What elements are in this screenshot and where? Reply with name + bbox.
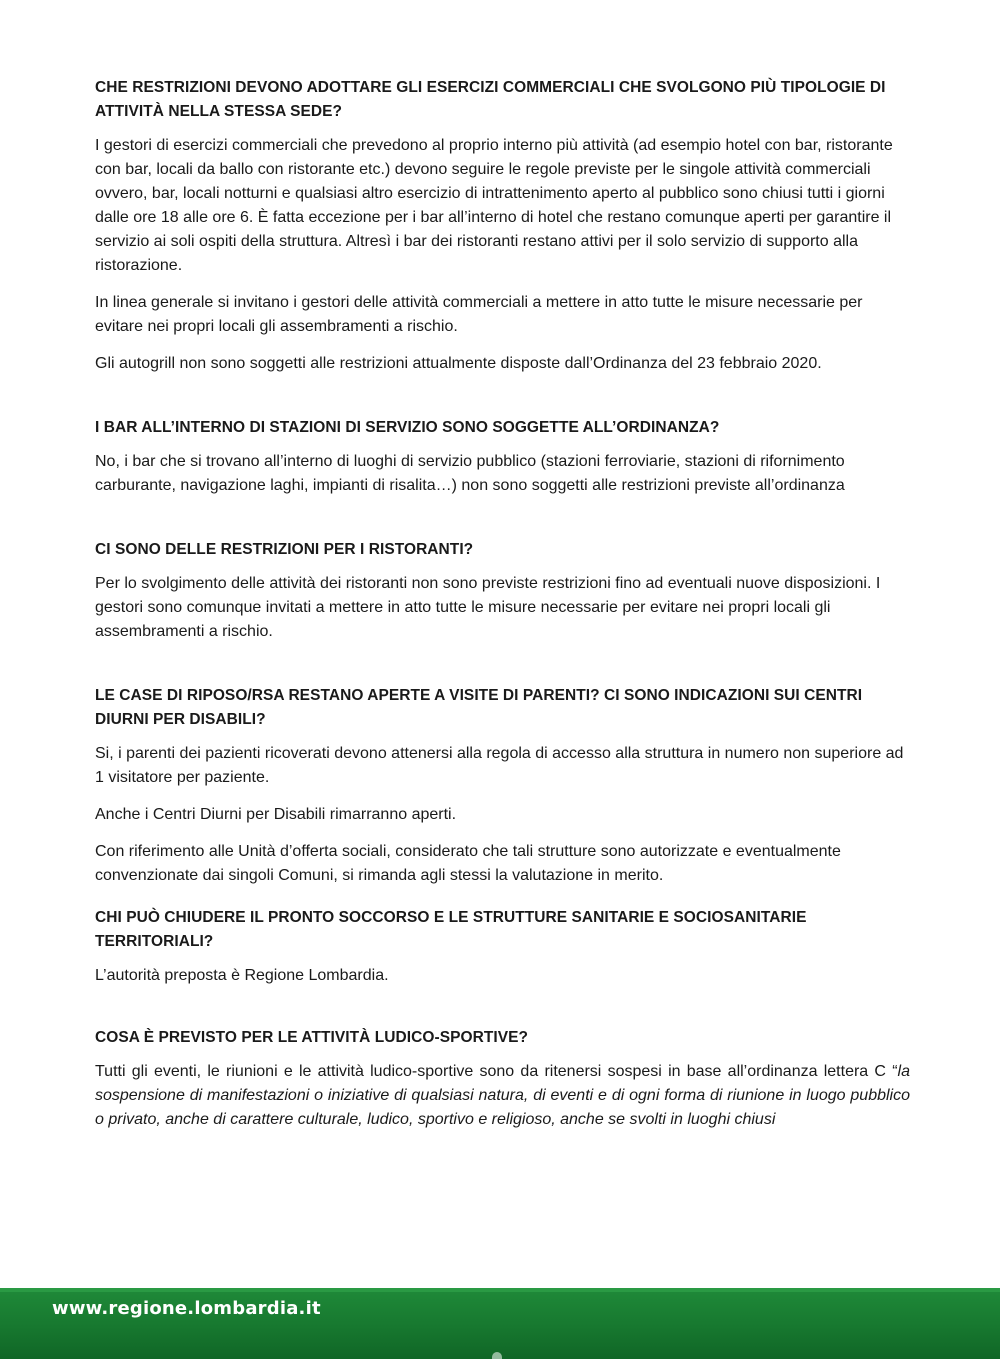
faq-question: LE CASE DI RIPOSO/RSA RESTANO APERTE A VISITE DI PARENTI? CI SONO INDICAZIONI SUI CENTRI DIURNI PER DISABILI? (95, 687, 863, 728)
faq-answer-text: Tutti gli eventi, le riunioni e le attività ludico-sportive sono da ritenersi sospesi in base all’ordinanza lettera C “ (95, 1063, 898, 1080)
faq-answer: Con riferimento alle Unità d’offerta sociali, considerato che tali strutture sono autorizzate e eventualmente convenzionate dai singoli Comuni, si rimanda agli stessi la valutazione in merito. (95, 843, 841, 884)
faq-question: COSA È PREVISTO PER LE ATTIVITÀ LUDICO-SPORTIVE? (95, 1029, 528, 1046)
faq-answer: In linea generale si invitano i gestori delle attività commerciali a mettere in atto tutte le misure necessarie per evitare nei propri locali gli assembramenti a rischio. (95, 294, 863, 335)
footer-website-link[interactable]: www.regione.lombardia.it (52, 1298, 321, 1319)
faq-answer: L’autorità preposta è Regione Lombardia. (95, 967, 389, 984)
faq-section-commercial (95, 76, 910, 376)
faq-section-service-stations (95, 416, 910, 498)
faq-answer: I gestori di esercizi commerciali che prevedono al proprio interno più attività (ad esempio hotel con bar, ristorante con bar, locali da ballo con ristorante etc.) devono seguire le regole previste per le singole attività commerciali ovvero, bar, locali notturni e qualsiasi altro esercizio di intrattenimento aperto al pubblico sono chiusi tutti i giorni dalle ore 18 alle ore 6. È fatta eccezione per i bar all’interno di hotel che restano comunque aperti per garantire il servizio ai soli ospiti della struttura. Altresì i bar dei ristoranti restano attivi per il solo servizio di supporto alla ristorazione. (95, 137, 893, 274)
faq-section-emergency (95, 906, 910, 988)
document-page (95, 76, 910, 1145)
faq-question: CI SONO DELLE RESTRIZIONI PER I RISTORANTI? (95, 541, 474, 558)
faq-answer: No, i bar che si trovano all’interno di luoghi di servizio pubblico (stazioni ferroviarie, stazioni di rifornimento carburante, navigazione laghi, impianti di risalita…) non sono soggetti alle restrizioni previste all’ordinanza (95, 453, 845, 494)
footer-decoration-icon (492, 1352, 502, 1359)
faq-section-sports (95, 1026, 910, 1132)
faq-answer-quote: la sospensione di manifestazioni o iniziative di qualsiasi natura, di eventi e di ogni forma di riunione in luogo pubblico o privato, anche di carattere culturale, ludico, sportivo e religioso, anche se svolti in luoghi chiusi (95, 1063, 910, 1128)
faq-section-nursing-homes (95, 684, 910, 888)
faq-answer: Anche i Centri Diurni per Disabili rimarranno aperti. (95, 806, 457, 823)
faq-answer: Per lo svolgimento delle attività dei ristoranti non sono previste restrizioni fino ad eventuali nuove disposizioni. I gestori sono comunque invitati a mettere in atto tutte le misure necessarie per evitare nei propri locali gli assembramenti a rischio. (95, 575, 881, 640)
faq-question: I BAR ALL’INTERNO DI STAZIONI DI SERVIZIO SONO SOGGETTE ALL’ORDINANZA? (95, 419, 720, 436)
faq-answer: Si, i parenti dei pazienti ricoverati devono attenersi alla regola di accesso alla struttura in numero non superiore ad 1 visitatore per paziente. (95, 745, 904, 786)
faq-answer: Gli autogrill non sono soggetti alle restrizioni attualmente disposte dall’Ordinanza del 23 febbraio 2020. (95, 355, 822, 372)
faq-question: CHE RESTRIZIONI DEVONO ADOTTARE GLI ESERCIZI COMMERCIALI CHE SVOLGONO PIÙ TIPOLOGIE DI ATTIVITÀ NELLA STESSA SEDE? (95, 79, 886, 120)
faq-answer (95, 1060, 910, 1132)
faq-question: CHI PUÒ CHIUDERE IL PRONTO SOCCORSO E LE STRUTTURE SANITARIE E SOCIOSANITARIE TERRITORIALI? (95, 909, 807, 950)
footer-bar (0, 1288, 1000, 1359)
faq-section-restaurants (95, 538, 910, 644)
